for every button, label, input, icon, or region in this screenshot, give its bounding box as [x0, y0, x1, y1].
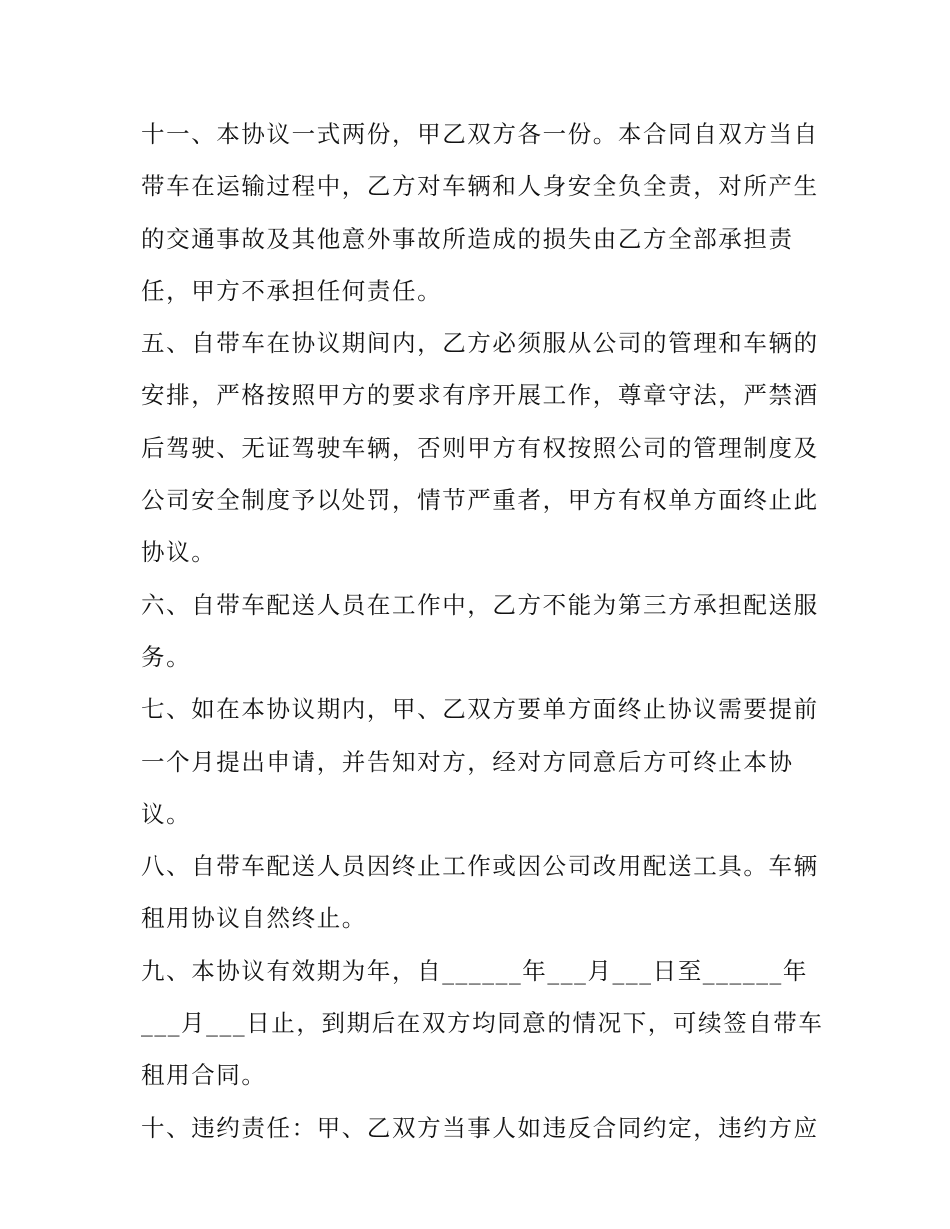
text-line: 十一、本协议一式两份，甲乙双方各一份。本合同自双方当自 [141, 120, 819, 148]
text-line: 后驾驶、无证驾驶车辆，否则甲方有权按照公司的管理制度及 [141, 433, 819, 462]
text-line: 租用合同。 [141, 1061, 267, 1090]
text-line: 五、自带车在协议期间内，乙方必须服从公司的管理和车辆的 [141, 329, 819, 358]
text-line: 九、本协议有效期为年，自______年___月___日至______年 [141, 956, 808, 985]
text-line: 八、自带车配送人员因终止工作或因公司改用配送工具。车辆 [141, 852, 819, 881]
text-line: 协议。 [141, 538, 217, 567]
contract-body-text [141, 108, 824, 1154]
text-line: 务。 [141, 642, 192, 671]
text-line: 七、如在本协议期内，甲、乙双方要单方面终止协议需要提前 [141, 695, 819, 724]
text-line: 议。 [141, 799, 192, 828]
text-line: 的交通事故及其他意外事故所造成的损失由乙方全部承担责 [141, 224, 794, 253]
text-line: 安排，严格按照甲方的要求有序开展工作，尊章守法，严禁酒 [141, 381, 819, 410]
text-line: 任，甲方不承担任何责任。 [141, 276, 443, 305]
text-line: 一个月提出申请，并告知对方，经对方同意后方可终止本协 [141, 747, 794, 776]
text-line: 六、自带车配送人员在工作中，乙方不能为第三方承担配送服 [141, 590, 819, 619]
text-line: 公司安全制度予以处罚，情节严重者，甲方有权单方面终止此 [141, 486, 819, 515]
text-line: 带车在运输过程中，乙方对车辆和人身安全负全责，对所产生 [141, 172, 819, 201]
text-line: 十、违约责任：甲、乙双方当事人如违反合同约定，违约方应 [141, 1113, 819, 1142]
text-line: ___月___日止，到期后在双方均同意的情况下，可续签自带车 [141, 1009, 824, 1038]
text-line: 租用协议自然终止。 [141, 904, 367, 933]
